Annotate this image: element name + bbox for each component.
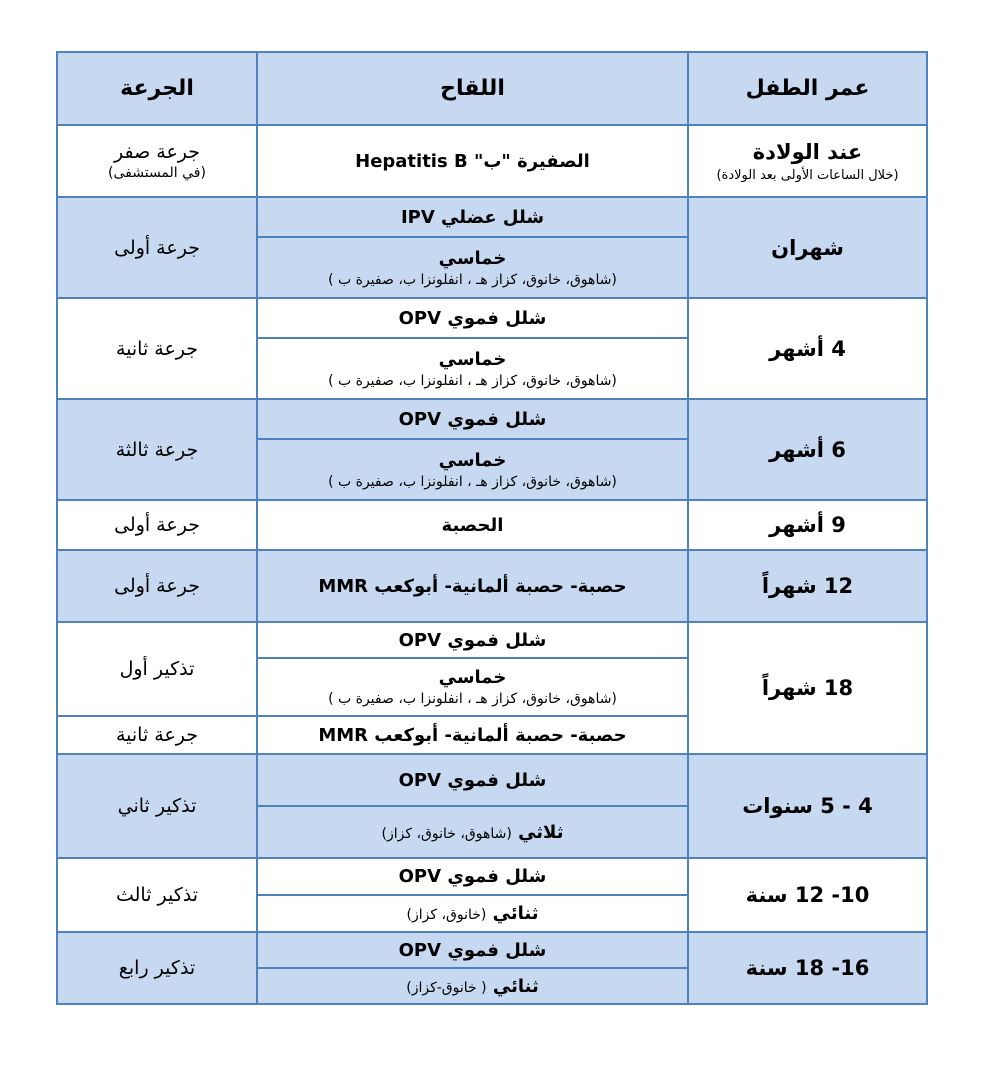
dose-label: جرعة صفر — [113, 141, 201, 163]
vaccine-cell — [257, 125, 688, 197]
vaccine-name: ثنائي — [492, 975, 539, 997]
vaccine-name: شلل فموي OPV — [398, 939, 547, 961]
vaccine-cell — [257, 500, 688, 550]
dose-cell — [57, 550, 257, 622]
header-dose — [57, 52, 257, 125]
age-label: 16- 18 سنة — [745, 956, 870, 980]
vaccine-name — [258, 976, 687, 997]
table-row — [57, 298, 927, 338]
vaccine-name: شلل فموي OPV — [398, 408, 547, 430]
vaccine-note: (شاهوق، خانوق، كزاز هـ ، انفلونزا ب، صفيرة ب ) — [328, 691, 617, 707]
dose-cell — [57, 500, 257, 550]
dose-cell — [57, 197, 257, 298]
dose-cell — [57, 716, 257, 754]
vaccine-cell — [257, 858, 688, 895]
table-row — [57, 932, 927, 968]
vaccine-name — [258, 903, 687, 924]
header-label: اللقاح — [440, 76, 505, 101]
dose-label: تذكير ثاني — [117, 795, 197, 817]
vaccine-name: شلل عضلي IPV — [400, 206, 545, 228]
vaccine-cell — [257, 932, 688, 968]
vaccine-note: (شاهوق، خانوق، كزاز) — [381, 825, 512, 842]
age-cell — [688, 125, 927, 197]
age-label: 10- 12 سنة — [745, 883, 870, 907]
dose-label: جرعة أولى — [114, 236, 200, 259]
table-row — [57, 399, 927, 439]
vaccine-cell — [257, 622, 688, 658]
vaccine-cell — [257, 399, 688, 439]
vaccine-cell — [257, 968, 688, 1004]
header-label: الجرعة — [120, 76, 194, 101]
vaccine-note: (شاهوق، خانوق، كزاز هـ ، انفلونزا ب، صفيرة ب ) — [328, 372, 617, 389]
table-row — [57, 125, 927, 197]
table-row — [57, 858, 927, 895]
age-cell — [688, 500, 927, 550]
age-cell — [688, 858, 927, 932]
dose-cell — [57, 858, 257, 932]
age-cell — [688, 197, 927, 298]
header-row — [57, 52, 927, 125]
age-label: 9 أشهر — [769, 513, 846, 537]
age-label: 18 شهراً — [761, 676, 854, 700]
vaccine-name — [258, 822, 687, 843]
dose-label: جرعة ثانية — [115, 724, 199, 746]
dose-label: جرعة أولى — [114, 575, 200, 597]
vaccine-cell — [257, 550, 688, 622]
vaccine-cell — [257, 806, 688, 858]
age-cell — [688, 754, 927, 858]
vaccine-cell — [257, 338, 688, 399]
vaccine-name: ثنائي — [492, 903, 539, 924]
vaccine-cell — [257, 716, 688, 754]
vaccine-name: شلل فموي OPV — [398, 769, 547, 791]
vaccine-name: خماسي — [438, 667, 507, 688]
vaccine-name: خماسي — [438, 449, 507, 471]
vaccine-name: خماسي — [438, 348, 507, 370]
dose-cell — [57, 754, 257, 858]
age-label: 12 شهراً — [761, 574, 854, 598]
age-note: (خلال الساعات الأولى بعد الولادة) — [716, 167, 899, 183]
age-label: 4 - 5 سنوات — [742, 794, 873, 818]
vaccine-name: حصبة- حصبة ألمانية- أبوكعب MMR — [318, 575, 627, 597]
dose-label: جرعة أولى — [114, 514, 200, 536]
age-cell — [688, 932, 927, 1004]
vaccine-name: الحصبة — [441, 514, 504, 536]
vaccine-note: (خانوق، كزاز) — [406, 907, 487, 923]
age-cell — [688, 298, 927, 399]
dose-label: تذكير رابع — [118, 957, 196, 979]
vaccine-name: شلل فموي OPV — [398, 629, 547, 651]
vaccine-name: شلل فموي OPV — [398, 866, 547, 887]
vaccine-note: (شاهوق، خانوق، كزاز هـ ، انفلونزا ب، صفيرة ب ) — [328, 473, 617, 490]
table-row — [57, 197, 927, 237]
dose-cell — [57, 932, 257, 1004]
header-age — [688, 52, 927, 125]
table-row — [57, 622, 927, 658]
age-label: شهران — [771, 235, 844, 260]
vaccine-cell — [257, 197, 688, 237]
table-row — [57, 550, 927, 622]
dose-note: (في المستشفى) — [108, 165, 206, 181]
vaccine-name: الصفيرة "ب" Hepatitis B — [355, 150, 590, 172]
dose-cell — [57, 399, 257, 500]
age-cell — [688, 622, 927, 754]
vaccine-name: شلل فموي OPV — [398, 307, 547, 329]
vaccine-cell — [257, 754, 688, 806]
dose-label: تذكير أول — [119, 658, 195, 680]
dose-label: تذكير ثالث — [115, 884, 199, 906]
age-label: عند الولادة — [752, 139, 863, 164]
age-cell — [688, 399, 927, 500]
table-row — [57, 754, 927, 806]
vaccine-cell — [257, 237, 688, 298]
dose-cell — [57, 622, 257, 716]
vaccine-cell — [257, 298, 688, 338]
table-row — [57, 500, 927, 550]
vaccine-cell — [257, 658, 688, 716]
header-label: عمر الطفل — [745, 76, 870, 101]
age-label: 6 أشهر — [769, 437, 846, 462]
age-cell — [688, 550, 927, 622]
vaccine-note: ( خانوق-كزاز) — [406, 979, 487, 996]
vaccine-cell — [257, 895, 688, 932]
vaccine-name: حصبة- حصبة ألمانية- أبوكعب MMR — [318, 724, 627, 746]
vaccine-name: خماسي — [438, 247, 507, 269]
vaccine-note: (شاهوق، خانوق، كزاز هـ ، انفلونزا ب، صفيرة ب ) — [328, 271, 617, 288]
age-label: 4 أشهر — [769, 336, 846, 361]
dose-cell — [57, 125, 257, 197]
dose-label: جرعة ثانية — [115, 337, 199, 360]
vaccine-cell — [257, 439, 688, 500]
vaccine-name: ثلاثي — [518, 821, 564, 843]
dose-cell — [57, 298, 257, 399]
header-vaccine — [257, 52, 688, 125]
vaccination-schedule-table — [56, 51, 928, 1005]
dose-label: جرعة ثالثة — [115, 438, 199, 461]
